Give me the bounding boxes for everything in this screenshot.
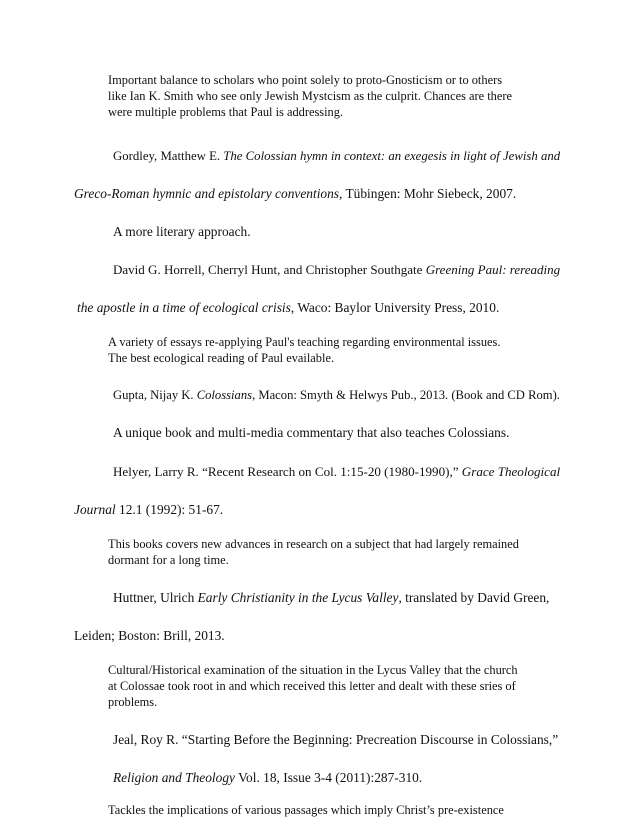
citation-gordley-line2: Greco-Roman hymnic and epistolary conventions, Tübingen: Mohr Siebeck, 2007.	[74, 186, 517, 201]
annotation-line: like Ian K. Smith who see only Jewish Mystcism as the culprit. Chances are there	[108, 89, 512, 103]
citation-gupta: Gupta, Nijay K. Colossians, Macon: Smyth & Helwys Pub., 2013. (Book and CD Rom).	[113, 388, 560, 402]
citation-title: the apostle in a time of ecological crisis	[77, 300, 291, 315]
annotation-line: The best ecological reading of Paul evailable.	[108, 351, 335, 365]
annotation-line: Cultural/Historical examination of the situation in the Lycus Valley that the church	[108, 663, 518, 677]
citation-huttner-line2: Leiden; Boston: Brill, 2013.	[74, 628, 225, 643]
annotation-line: Tackles the implications of various passages which imply Christ’s pre-existence	[108, 803, 504, 817]
annotation-line: A variety of essays re-applying Paul's teaching regarding environmental issues.	[108, 335, 501, 349]
citation-jeal-line2: Religion and Theology Vol. 18, Issue 3-4 (2011):287-310.	[113, 770, 423, 785]
citation-title: Colossians	[196, 388, 253, 402]
annotation-gupta: A unique book and multi-media commentary that also teaches Colossians.	[113, 425, 510, 440]
citation-gordley-line1: Gordley, Matthew E. The Colossian hymn in context: an exegesis in light of Jewish and	[113, 149, 561, 163]
citation-title: Greening Paul: rereading	[425, 262, 561, 277]
annotation-line: Important balance to scholars who point solely to proto-Gnosticism or to others	[108, 73, 503, 87]
citation-helyer-line1: Helyer, Larry R. “Recent Research on Col. 1:15-20 (1980-1990),” Grace Theological	[113, 464, 561, 479]
citation-title: The Colossian hymn in context: an exegesis in light of Jewish and	[223, 149, 561, 163]
citation-huttner-line1: Huttner, Ulrich Early Christianity in the Lycus Valley, translated by David Green,	[113, 590, 550, 605]
annotation-horrell	[108, 334, 500, 366]
citation-title: Early Christianity in the Lycus Valley	[197, 590, 399, 605]
annotation-gordley: A more literary approach.	[113, 224, 251, 239]
citation-jeal-line1: Jeal, Roy R. “Starting Before the Beginning: Precreation Discourse in Colossians,”	[113, 732, 559, 747]
annotation-line: at Colossae took root in and which received this letter and dealt with these sries of	[108, 679, 516, 693]
citation-title: Greco-Roman hymnic and epistolary conventions	[74, 186, 340, 201]
annotation-huttner	[108, 662, 518, 710]
annotation-line: were multiple problems that Paul is addressing.	[108, 105, 344, 119]
citation-horrell-line1: David G. Horrell, Cherryl Hunt, and Christopher Southgate Greening Paul: rereading	[113, 262, 561, 277]
annotation-helyer	[108, 536, 519, 568]
annotation-jeal	[108, 802, 504, 818]
citation-title: Grace Theological	[461, 464, 561, 479]
citation-horrell-line2: the apostle in a time of ecological crisis, Waco: Baylor University Press, 2010.	[77, 300, 500, 315]
annotation-smith-continued	[108, 72, 512, 120]
annotation-line: dormant for a long time.	[108, 553, 229, 567]
citation-helyer-line2: Journal 12.1 (1992): 51-67.	[74, 502, 224, 517]
citation-title: Journal	[74, 502, 116, 517]
annotation-line: problems.	[108, 695, 158, 709]
citation-title: Religion and Theology	[113, 770, 235, 785]
annotation-line: This books covers new advances in research on a subject that had largely remained	[108, 537, 519, 551]
